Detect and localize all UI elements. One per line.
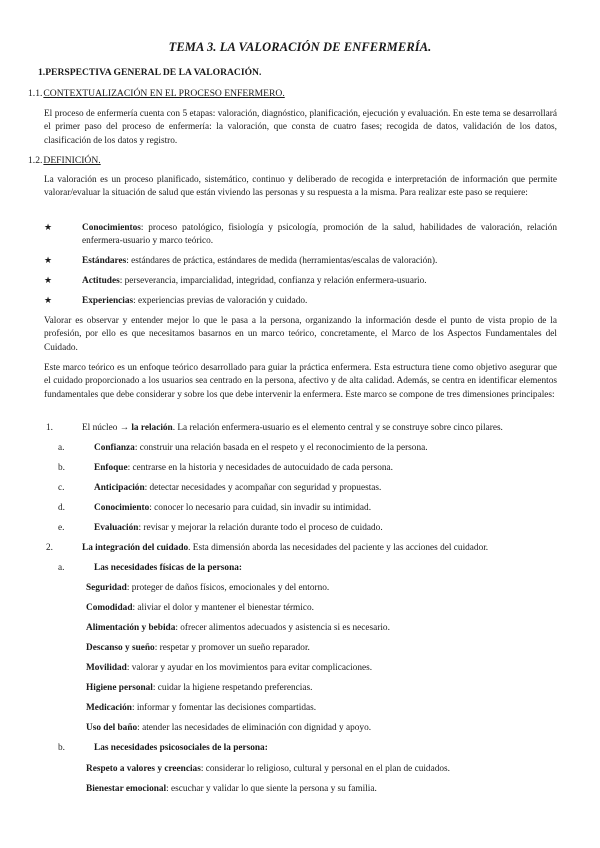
subitem-letter: a. [58, 563, 65, 573]
need-text: : informar y fomentar las decisiones compartidas. [131, 703, 317, 713]
item-text: . Esta dimensión aborda las necesidades del paciente y las acciones del cuidador. [188, 543, 489, 553]
need-term: Seguridad [86, 583, 127, 593]
need-term: Bienestar emocional [86, 784, 167, 794]
item-number: 2. [46, 543, 53, 553]
need-term: Higiene personal [86, 683, 153, 693]
bullet-text: : experiencias previas de valoración y cuidado. [133, 296, 308, 306]
pillar-term: Conocimiento [94, 503, 150, 513]
need-term: Medicación [86, 703, 132, 713]
bullet-item [44, 222, 557, 249]
physical-need [86, 682, 312, 695]
physical-need [86, 582, 329, 595]
item-number: 1. [46, 423, 53, 433]
bullet-term: Experiencias [82, 296, 134, 306]
need-term: Uso del baño [86, 723, 138, 733]
need-term: Descanso y sueño [86, 643, 155, 653]
physical-need [86, 702, 316, 715]
pillar-text: : detectar necesidades y acompañar con seguridad y propuestas. [144, 483, 382, 493]
item-prefix: El núcleo → [82, 423, 132, 433]
pillar-term: Confianza [94, 443, 135, 453]
pillar-letter: a. [58, 443, 65, 453]
pillar-term: Enfoque [94, 463, 128, 473]
need-term: Alimentación y bebida [86, 623, 176, 633]
pillar-letter: d. [58, 503, 65, 513]
pillar-term: Anticipación [94, 483, 145, 493]
pillar-letter: e. [58, 523, 65, 533]
need-term: Comodidad [86, 603, 133, 613]
need-text: : aliviar el dolor y mantener el bienestar térmico. [132, 603, 314, 613]
bullet-item [44, 295, 557, 308]
subsection-title: CONTEXTUALIZACIÓN EN EL PROCESO ENFERMERO. [43, 88, 285, 99]
physical-need [86, 622, 390, 635]
star-bullet-icon: ★ [44, 256, 53, 266]
bullet-item [44, 275, 557, 288]
pillar-text: : centrarse en la historia y necesidades de autocuidado de cada persona. [127, 463, 393, 473]
need-text: : atender las necesidades de eliminación con dignidad y apoyo. [137, 723, 372, 733]
section-heading-1: 1.PERSPECTIVA GENERAL DE LA VALORACIÓN. [38, 67, 262, 78]
bullet-term: Actitudes [82, 276, 120, 286]
need-text: : ofrecer alimentos adecuados y asistencia si es necesario. [175, 623, 390, 633]
need-text: : cuidar la higiene respetando preferencias. [152, 683, 313, 693]
item-term: la relación [131, 423, 173, 433]
need-text: : valorar y ayudar en los movimientos para evitar complicaciones. [126, 663, 373, 673]
subitem-letter: b. [58, 743, 65, 753]
psychosocial-need [86, 783, 377, 796]
star-bullet-icon: ★ [44, 296, 53, 306]
need-text: : escuchar y validar lo que siente la persona y su familia. [166, 784, 377, 794]
need-term: Respeto a valores y creencias [86, 764, 201, 774]
psychosocial-need [86, 763, 450, 776]
paragraph-valorar: Valorar es observar y entender mejor lo que le pasa a la persona, organizando la información desde el punto de vista propio de la profesión, por ello es que necesitamos basarnos en un marco teórico, concretamente, el Marco de los Aspectos Fundamentales del Cuidado. [44, 316, 557, 353]
pillar-text: : construir una relación basada en el respeto y el reconocimiento de la persona. [134, 443, 428, 453]
need-text: : respetar y promover un sueño reparador. [154, 643, 310, 653]
bullet-text: : perseverancia, imparcialidad, integridad, confianza y relación enfermera-usuario. [119, 276, 427, 286]
subsection-number: 1.2. [28, 155, 43, 166]
paragraph-definicion: La valoración es un proceso planificado, sistemático, continuo y deliberado de recogida e interpretación de información que permite valorar/evaluar la situación de salud que están viviendo las personas y su respuesta a la misma. Para realizar este paso se requiere: [44, 175, 557, 199]
pillar-letter: c. [58, 483, 65, 493]
bullet-term: Conocimientos [82, 223, 141, 233]
bullet-text: : proceso patológico, fisiología y psicología, promoción de la salud, habilidades de valoración, relación enfermera-usuario y marco teórico. [82, 223, 557, 247]
bullet-item [44, 255, 557, 268]
pillar-text: : revisar y mejorar la relación durante todo el proceso de cuidado. [138, 523, 383, 533]
physical-need [86, 642, 310, 655]
pillar-text: : conocer lo necesario para cuidad, sin invadir su intimidad. [149, 503, 372, 513]
physical-need [86, 662, 372, 675]
subsection-title: DEFINICIÓN. [43, 155, 101, 166]
subitem-heading: Las necesidades psicosociales de la persona: [94, 743, 268, 753]
need-text: : proteger de daños físicos, emocionales y del entorno. [126, 583, 330, 593]
need-text: : considerar lo religioso, cultural y personal en el plan de cuidados. [200, 764, 450, 774]
item-text: . La relación enfermera-usuario es el elemento central y se construye sobre cinco pilares. [172, 423, 503, 433]
item-term: La integración del cuidado [82, 543, 189, 553]
pillar-term: Evaluación [94, 523, 139, 533]
pillar-letter: b. [58, 463, 65, 473]
paragraph-proceso: El proceso de enfermería cuenta con 5 etapas: valoración, diagnóstico, planificación, ejecución y evaluación. En este tema se desarrollará el primer paso del proceso de enfermería: la valoración, que consta de cuatro fases; recogida de datos, validación de los datos, clasificación de los datos y registro. [44, 109, 557, 146]
bullet-text: : estándares de práctica, estándares de medida (herramientas/escalas de valoración). [126, 256, 438, 266]
subitem-heading: Las necesidades físicas de la persona: [94, 563, 242, 573]
paragraph-marco: Este marco teórico es un enfoque teórico desarrollado para guiar la práctica enfermera. Esta estructura tiene como objetivo asegurar que el cuidado proporcionado a los usuarios sea centrado en la persona, afectivo y de alta calidad. Además, se centra en identificar elementos fundamentales que debe considerar y sobre los que debe intervenir la enfermera. Este marco se compone de tres dimensiones principales: [44, 363, 557, 400]
bullet-term: Estándares [82, 256, 127, 266]
physical-need [86, 722, 371, 735]
subsection-number: 1.1. [28, 88, 43, 99]
star-bullet-icon: ★ [44, 223, 53, 233]
physical-need [86, 602, 314, 615]
need-term: Movilidad [86, 663, 127, 673]
subsection-heading-1-1 [28, 88, 285, 99]
star-bullet-icon: ★ [44, 276, 53, 286]
subsection-heading-1-2 [28, 155, 101, 166]
document-title: TEMA 3. LA VALORACIÓN DE ENFERMERÍA. [168, 40, 432, 54]
